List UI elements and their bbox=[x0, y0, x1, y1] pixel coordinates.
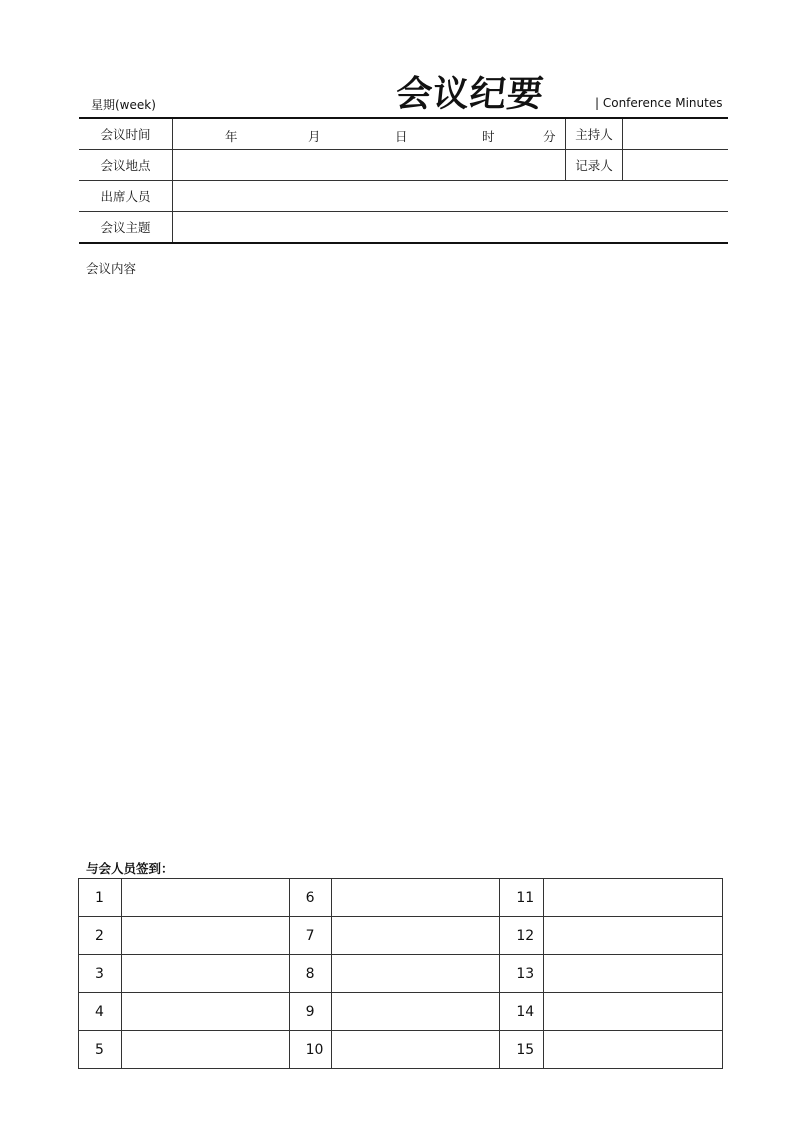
signin-number: 11 bbox=[500, 879, 544, 917]
recorder-field[interactable] bbox=[623, 150, 729, 181]
signin-name-field[interactable] bbox=[331, 879, 500, 917]
signin-name-field[interactable] bbox=[331, 1031, 500, 1069]
signin-name-field[interactable] bbox=[331, 955, 500, 993]
signin-number: 13 bbox=[500, 955, 544, 993]
signin-number: 8 bbox=[289, 955, 331, 993]
date-parts bbox=[173, 119, 565, 149]
signin-number: 7 bbox=[289, 917, 331, 955]
recorder-label: 记录人 bbox=[566, 150, 623, 181]
signin-name-field[interactable] bbox=[544, 879, 723, 917]
signin-number: 9 bbox=[289, 993, 331, 1031]
signin-name-field[interactable] bbox=[121, 993, 289, 1031]
signin-number: 5 bbox=[79, 1031, 122, 1069]
attendees-label: 出席人员 bbox=[79, 181, 173, 212]
signin-name-field[interactable] bbox=[121, 955, 289, 993]
meeting-time-label: 会议时间 bbox=[79, 118, 173, 150]
signin-name-field[interactable] bbox=[544, 955, 723, 993]
signin-row bbox=[79, 993, 723, 1031]
date-year-label: 年 bbox=[225, 129, 238, 144]
meeting-info-table bbox=[79, 117, 728, 244]
date-minute-label: 分 bbox=[543, 129, 556, 144]
signin-name-field[interactable] bbox=[544, 993, 723, 1031]
signin-number: 6 bbox=[289, 879, 331, 917]
signin-table bbox=[78, 878, 723, 1069]
signin-row bbox=[79, 955, 723, 993]
date-month-label: 月 bbox=[308, 129, 321, 144]
signin-label: 与会人员签到： bbox=[86, 861, 174, 876]
page-subtitle: | Conference Minutes bbox=[595, 96, 723, 110]
meeting-location-label: 会议地点 bbox=[79, 150, 173, 181]
host-label: 主持人 bbox=[566, 118, 623, 150]
signin-number: 3 bbox=[79, 955, 122, 993]
signin-name-field[interactable] bbox=[544, 1031, 723, 1069]
attendees-field[interactable] bbox=[173, 181, 729, 212]
date-day-label: 日 bbox=[395, 129, 408, 144]
signin-number: 15 bbox=[500, 1031, 544, 1069]
meeting-topic-label: 会议主题 bbox=[100, 220, 151, 235]
meeting-content-label: 会议内容 bbox=[86, 261, 137, 276]
signin-row bbox=[79, 879, 723, 917]
signin-name-field[interactable] bbox=[331, 993, 500, 1031]
meeting-time-field[interactable] bbox=[173, 118, 566, 150]
meeting-topic-row bbox=[79, 212, 728, 244]
signin-number: 10 bbox=[289, 1031, 331, 1069]
signin-number: 14 bbox=[500, 993, 544, 1031]
meeting-location-row bbox=[79, 150, 728, 181]
signin-number: 4 bbox=[79, 993, 122, 1031]
signin-number: 2 bbox=[79, 917, 122, 955]
signin-name-field[interactable] bbox=[331, 917, 500, 955]
meeting-time-row bbox=[79, 118, 728, 150]
signin-row bbox=[79, 1031, 723, 1069]
meeting-topic-field[interactable] bbox=[173, 212, 729, 244]
signin-name-field[interactable] bbox=[121, 917, 289, 955]
page-title: 会议纪要 bbox=[393, 73, 547, 115]
signin-name-field[interactable] bbox=[544, 917, 723, 955]
signin-name-field[interactable] bbox=[121, 879, 289, 917]
attendees-row bbox=[79, 181, 728, 212]
signin-number: 1 bbox=[79, 879, 122, 917]
signin-name-field[interactable] bbox=[121, 1031, 289, 1069]
host-field[interactable] bbox=[623, 118, 729, 150]
meeting-location-field[interactable] bbox=[173, 150, 566, 181]
week-label: 星期(week) bbox=[91, 98, 156, 112]
date-hour-label: 时 bbox=[482, 129, 495, 144]
signin-number: 12 bbox=[500, 917, 544, 955]
signin-row bbox=[79, 917, 723, 955]
